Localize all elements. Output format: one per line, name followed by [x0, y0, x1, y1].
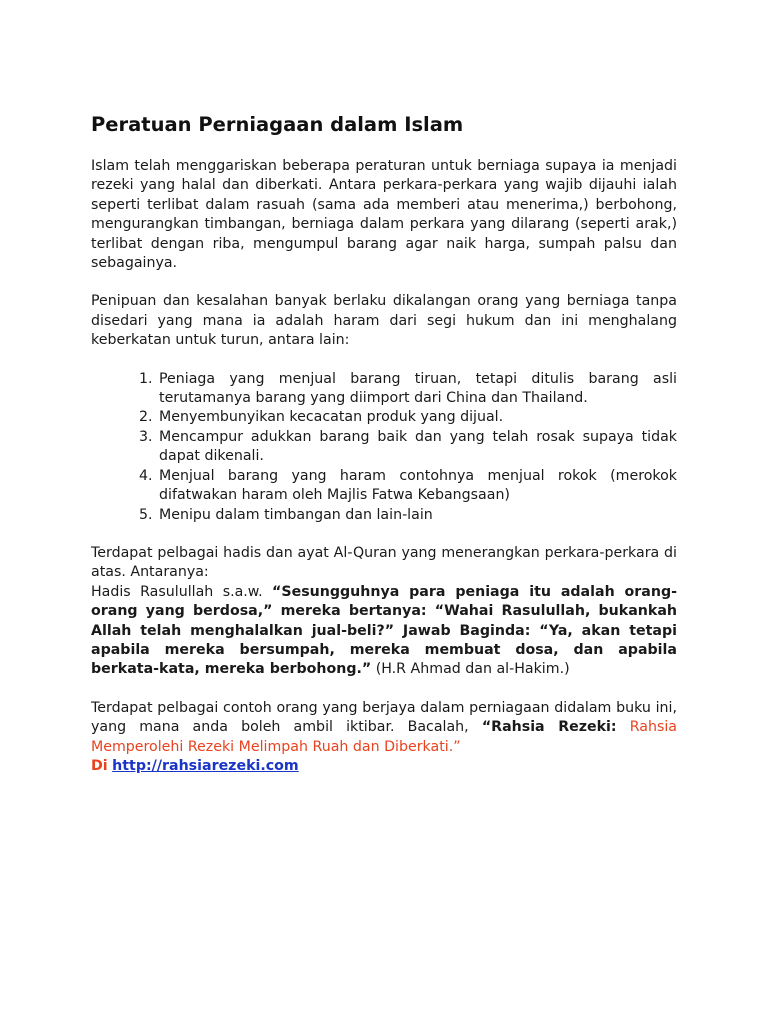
hadith-quote: “Sesungguhnya para peniaga itu adalah orang-orang yang berdosa,” mereka bertanya: “Wahai Rasulullah, bukankah Allah telah menghalalkan jual-beli?” Jawab Baginda: “Ya, akan tetapi apabila mereka bersumpah, mereka membuat dosa, dan apabila berkata-kata, mereka berbohong.” [91, 583, 677, 678]
list-item: 3. Mencampur adukkan barang baik dan yang telah rosak supaya tidak dapat dikenali. [157, 428, 677, 467]
book-paragraph [91, 699, 677, 757]
link-line [91, 757, 677, 776]
list-item: 1. Peniaga yang menjual barang tiruan, tetapi ditulis barang asli terutamanya barang yang diimport dari China dan Thailand. [157, 370, 677, 409]
book-name: “Rahsia Rezeki: [481, 719, 617, 736]
list-item: 4. Menjual barang yang haram contohnya menjual rokok (merokok difatwakan haram oleh Majlis Fatwa Kebangsaan) [157, 467, 677, 506]
list-item: 5. Menipu dalam timbangan dan lain-lain [157, 506, 677, 525]
list-item: 2. Menyembunyikan kecacatan produk yang dijual. [157, 408, 677, 427]
hadith-attribution: Hadis Rasulullah s.a.w. [91, 583, 263, 600]
fraud-paragraph: Penipuan dan kesalahan banyak berlaku dikalangan orang yang berniaga tanpa disedari yang mana ia adalah haram dari segi hukum dan ini menghalang keberkatan untuk turun, antara lain: [91, 293, 677, 349]
book-subtitle: Rahsia Memperolehi Rezeki Melimpah Ruah dan Diberkati.” [91, 719, 677, 755]
intro-paragraph: Islam telah menggariskan beberapa peraturan untuk berniaga supaya ia menjadi rezeki yang halal dan diberkati. Antara perkara-perkara yang wajib dijauhi ialah seperti terlibat dalam rasuah (sama ada memberi atau menerima,) berbohong, mengurangkan timbangan, berniaga dalam perkara yang dilarang (seperti arak,) terlibat dengan riba, mengumpul barang agar naik harga, sumpah palsu dan sebagainya. [91, 158, 677, 272]
book-intro: Terdapat pelbagai contoh orang yang berjaya dalam perniagaan didalam buku ini, yang mana anda boleh ambil iktibar. Bacalah, [91, 699, 677, 736]
hadith-block [91, 583, 677, 680]
prohibited-list [91, 370, 677, 525]
hadith-intro-paragraph: Terdapat pelbagai hadis dan ayat Al-Quran yang menerangkan perkara-perkara di atas. Antaranya: [91, 544, 677, 581]
document-body [91, 112, 677, 776]
hadith-source: (H.R Ahmad dan al-Hakim.) [375, 661, 570, 678]
di-label: Di [91, 757, 108, 774]
document-title: Peratuan Perniagaan dalam Islam [91, 113, 464, 136]
website-link[interactable]: http://rahsiarezeki.com [112, 757, 299, 774]
